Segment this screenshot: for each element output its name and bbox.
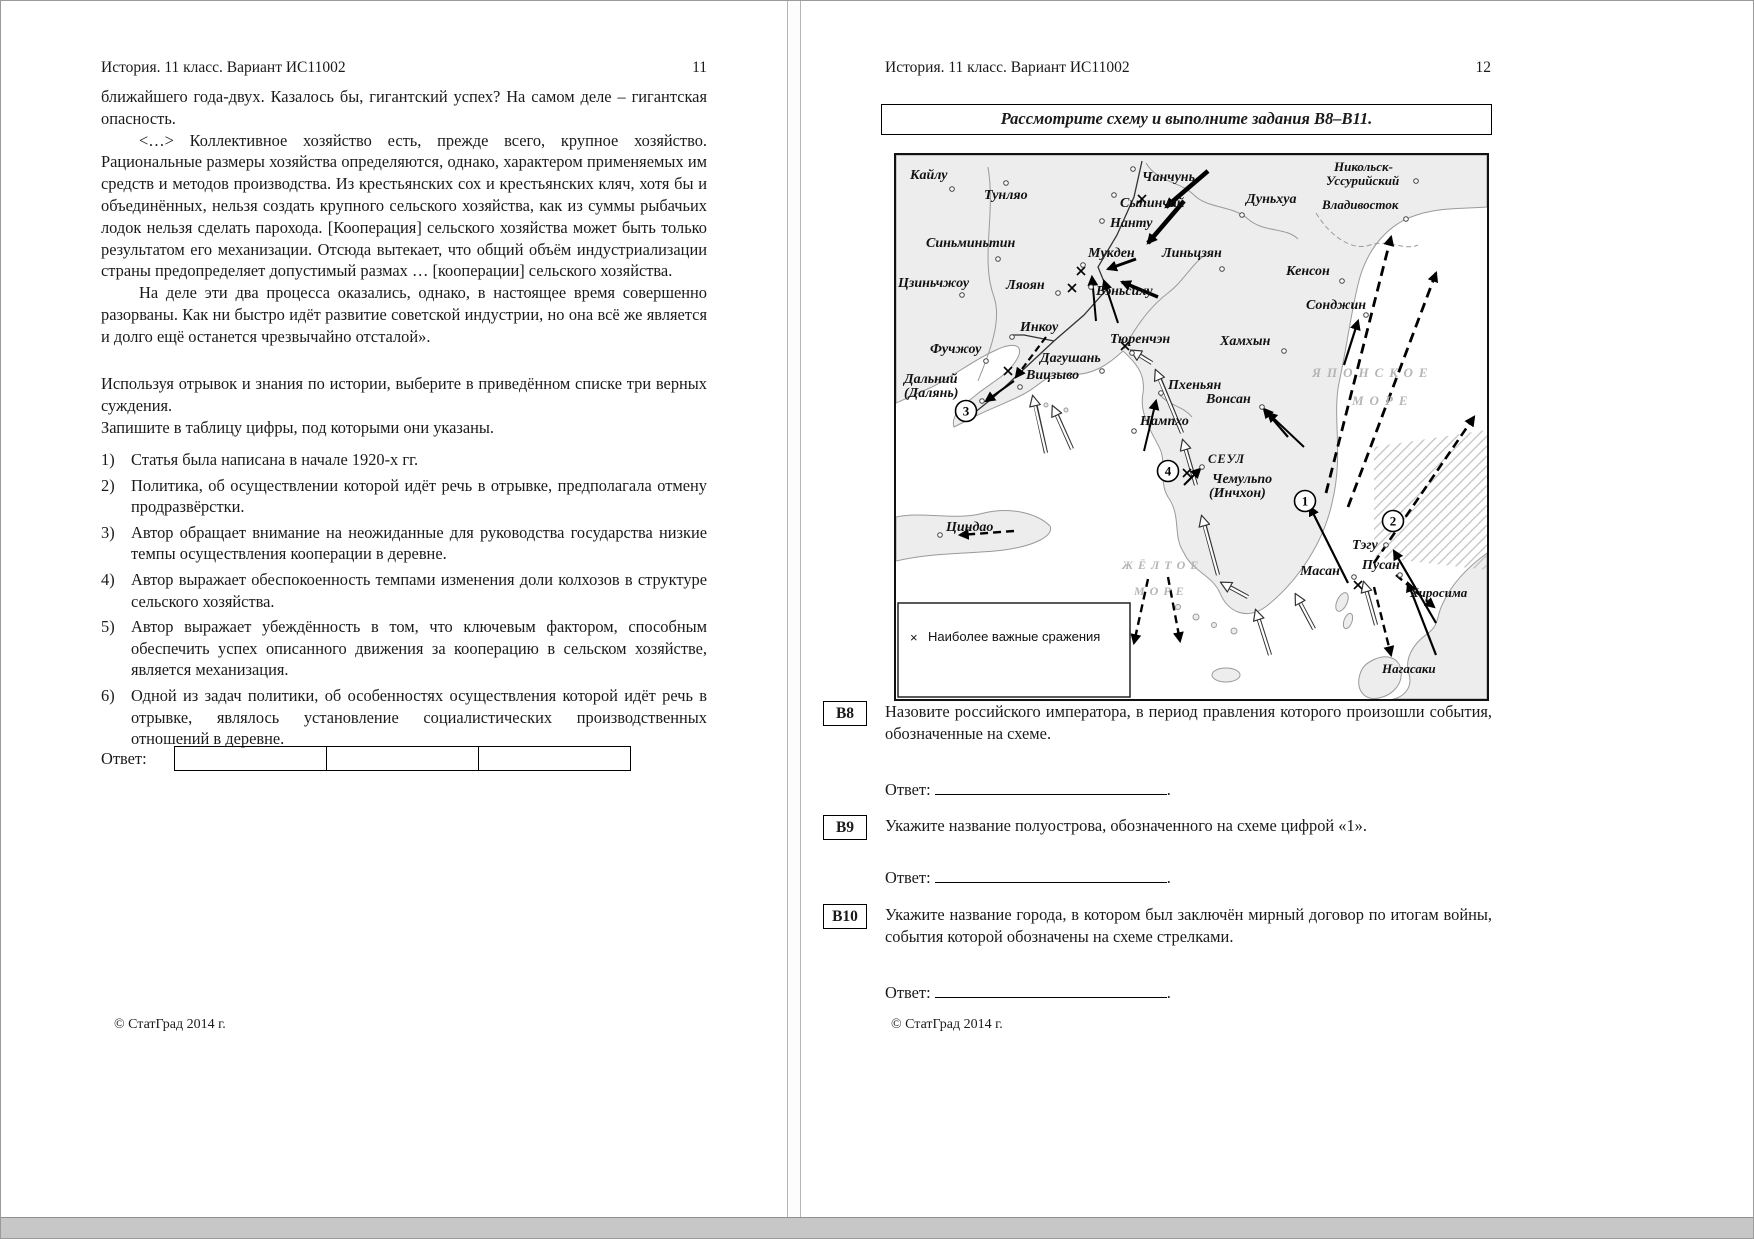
footer-copyright: © СтатГрад 2014 г. — [114, 1017, 226, 1032]
map-label-nikolsk-line2: Уссурийский — [1326, 173, 1400, 188]
map-label-kailu: Кайлу — [910, 168, 948, 183]
answer-label: Ответ: — [885, 982, 931, 1002]
question-b9 — [835, 815, 1492, 889]
map-label-czindao: Циндао — [946, 520, 994, 535]
excerpt-paragraph-3: На деле эти два процесса оказались, однако, в настоящее время совершенно разорваны. Как ни быстро идёт развитие советской индустрии, но она всё же является и долго ещё останется чрезвычайно отсталой». — [101, 283, 707, 346]
map-label-sea-of-japan-line1: ЯПОНСКОЕ — [1312, 365, 1434, 380]
answer-row — [101, 746, 707, 771]
question-text: Укажите название полуострова, обозначенного на схеме цифрой «1». — [885, 816, 1367, 835]
task-banner: Рассмотрите схему и выполните задания В8–В11. — [881, 104, 1492, 135]
answer-blank — [935, 984, 1167, 998]
list-item-text: Политика, об осуществлении которой идёт речь в отрывке, предполагала отмену продразвёрстки. — [131, 475, 707, 517]
map-label-changchun: Чанчунь — [1142, 170, 1195, 185]
question-number-badge: В10 — [823, 904, 867, 929]
answer-period: . — [1166, 867, 1171, 887]
map-legend — [898, 603, 1130, 697]
map-label-nagasaki: Нагасаки — [1382, 661, 1436, 676]
legend-battle-label: Наиболее важные сражения — [928, 629, 1101, 644]
map-hatched-zone — [1374, 430, 1487, 570]
excerpt-paragraph-2: <…> Коллективное хозяйство есть, прежде всего, крупное хозяйство. Рациональные размеры хозяйства определяются, однако, характером применяемых им средств и методов производства. Из крестьянских сох и крестьянских кляч, хотя бы и объединённых, нельзя создать крупного сельского хозяйства, как из суммы рыбачьих лодок нельзя сделать парохода. [Кооперация] сельского хозяйства может быть только результатом его механизации. Отсюда вытекает, что общий объём индустриализации страны предопределяет допустимый размах … [кооперации] сельского хозяйства. — [101, 130, 707, 281]
map-label-hamhyn: Хамхын — [1220, 334, 1271, 349]
list-item-number: 2) — [101, 475, 115, 495]
answer-cell — [479, 747, 630, 770]
page-right — [801, 1, 1747, 1219]
question-number-badge: В8 — [823, 701, 867, 726]
list-item-text: Автор обращает внимание на неожиданные для руководства государства низкие темпы осуществления кооперации в деревне. — [131, 522, 707, 564]
excerpt-text — [101, 86, 707, 348]
list-item-number: 4) — [101, 569, 115, 589]
map-label-vonsan: Вонсан — [1206, 392, 1251, 407]
excerpt-paragraph-1: ближайшего года-двух. Казалось бы, гигантский успех? На самом деле – гигантская опасность. — [101, 87, 707, 128]
map-label-czinchzhou: Цзиньчжоу — [898, 276, 970, 291]
answer-blank — [935, 781, 1167, 795]
map-label-sinmintin: Синьминьтин — [926, 236, 1016, 251]
map-label-dalniy-line2: (Далянь) — [904, 386, 959, 401]
map-label-dalniy-line1: Дальний — [904, 372, 958, 387]
map-label-chemulpo-line1: Чемульпо — [1212, 472, 1273, 487]
map-label-sea-of-japan-line2: МОРЕ — [1352, 393, 1414, 408]
answer-line — [885, 982, 1492, 1004]
map-label-nantu: Нанту — [1110, 216, 1153, 231]
list-item — [101, 569, 707, 612]
page-header — [101, 59, 707, 77]
list-item-text: Автор выражает убеждённость в том, что ключевым фактором, способным обеспечить успех описанного движения за кооперацию в сельском хозяйстве, является механизация. — [131, 617, 707, 680]
map-number-1: 1 — [1301, 493, 1309, 509]
list-item-number: 3) — [101, 522, 115, 542]
list-item — [101, 449, 707, 471]
answer-cell — [175, 747, 327, 770]
map-label-viczyvo: Вицзыво — [1026, 368, 1080, 383]
map-label-hirosima: Хиросима — [1410, 585, 1468, 600]
header-title: История. 11 класс. Вариант ИС11002 — [101, 59, 346, 76]
map-label-tunliao: Тунляо — [984, 188, 1028, 203]
page-header — [885, 59, 1491, 77]
map-label-mukden: Мукден — [1088, 246, 1135, 261]
answer-label: Ответ: — [101, 749, 147, 768]
map-label-linczyan: Линьцзян — [1162, 246, 1222, 261]
list-item-text: Автор выражает обеспокоенность темпами изменения доли колхозов в структуре сельского хозяйства. — [131, 569, 707, 611]
list-item — [101, 475, 707, 518]
answer-table — [174, 746, 631, 771]
map-label-dunhua: Дуньхуа — [1246, 192, 1297, 207]
page-left — [9, 1, 787, 1219]
map-label-yellow-sea-line1: ЖЁЛТОЕ — [1122, 558, 1204, 572]
page-number: 12 — [1475, 59, 1491, 76]
map-label-inkou: Инкоу — [1020, 320, 1059, 335]
task-intro — [101, 373, 707, 438]
legend-battle-symbol: × — [910, 630, 918, 645]
list-item-number: 6) — [101, 685, 115, 705]
answer-period: . — [1166, 982, 1171, 1002]
map-label-tyurenchen: Тюренчэн — [1110, 332, 1171, 347]
list-item-number: 5) — [101, 617, 115, 637]
task-intro-line2: Запишите в таблицу цифры, под которыми они указаны. — [101, 417, 495, 437]
map-label-phenyan: Пхеньян — [1168, 378, 1222, 393]
map-number-4: 4 — [1164, 463, 1172, 479]
answer-blank — [935, 869, 1167, 883]
answer-label: Ответ: — [885, 779, 931, 799]
header-title: История. 11 класс. Вариант ИС11002 — [885, 59, 1130, 76]
map-label-dagushan: Дагушань — [1040, 351, 1101, 366]
window-bottom-bar — [1, 1217, 1754, 1238]
statements-list — [101, 449, 707, 754]
task-intro-line1: Используя отрывок и знания по истории, выберите в приведённом списке три верных суждения. — [101, 374, 707, 415]
page-divider — [787, 1, 801, 1219]
map-label-masan: Масан — [1300, 564, 1340, 579]
map-label-pusan: Пусан — [1362, 558, 1400, 573]
map-label-sypingai: Сыпинчай — [1120, 196, 1185, 211]
map-label-seul: СЕУЛ — [1208, 452, 1246, 466]
map-label-fuchzhou: Фучжоу — [930, 342, 982, 357]
map-label-yellow-sea-line2: МОРЕ — [1134, 584, 1189, 598]
list-item — [101, 616, 707, 681]
map-label-sondzhin: Сонджин — [1306, 298, 1367, 313]
question-text: Назовите российского императора, в период правления которого произошли события, обозначенные на схеме. — [885, 702, 1492, 743]
map-label-liaoyang: Ляоян — [1006, 278, 1045, 293]
answer-period: . — [1166, 779, 1171, 799]
map-label-tegu: Тэгу — [1352, 538, 1378, 553]
map-number-3: 3 — [962, 403, 970, 419]
map-number-2: 2 — [1389, 513, 1397, 529]
list-item-text: Одной из задач политики, об особенностях осуществления которой идёт речь в отрывке, являлось установление социалистических производственных отношений в деревне. — [131, 685, 707, 749]
map-label-kenson: Кенсон — [1286, 264, 1330, 279]
answer-line — [885, 779, 1492, 801]
map-svg — [896, 155, 1487, 699]
map-schema — [894, 153, 1489, 701]
answer-line — [885, 867, 1492, 889]
answer-label: Ответ: — [885, 867, 931, 887]
answer-cell — [327, 747, 479, 770]
page-number: 11 — [692, 59, 707, 76]
list-item — [101, 685, 707, 750]
map-label-vladivostok: Владивосток — [1322, 197, 1399, 212]
list-item — [101, 522, 707, 565]
map-label-vensihu: Вэньсиху — [1096, 284, 1153, 299]
map-label-chemulpo-line2: (Инчхон) — [1209, 486, 1266, 501]
map-label-nampho: Нампхо — [1140, 414, 1189, 429]
question-number-badge: В9 — [823, 815, 867, 840]
question-b8 — [835, 701, 1492, 800]
list-item-text: Статья была написана в начале 1920-х гг. — [131, 450, 419, 469]
question-b10 — [832, 904, 1492, 1003]
map-label-nikolsk-line1: Никольск- — [1334, 159, 1393, 174]
list-item-number: 1) — [101, 450, 115, 469]
question-text: Укажите название города, в котором был заключён мирный договор по итогам войны, события которой обозначены на схеме стрелками. — [885, 905, 1492, 946]
footer-copyright: © СтатГрад 2014 г. — [891, 1017, 1003, 1032]
